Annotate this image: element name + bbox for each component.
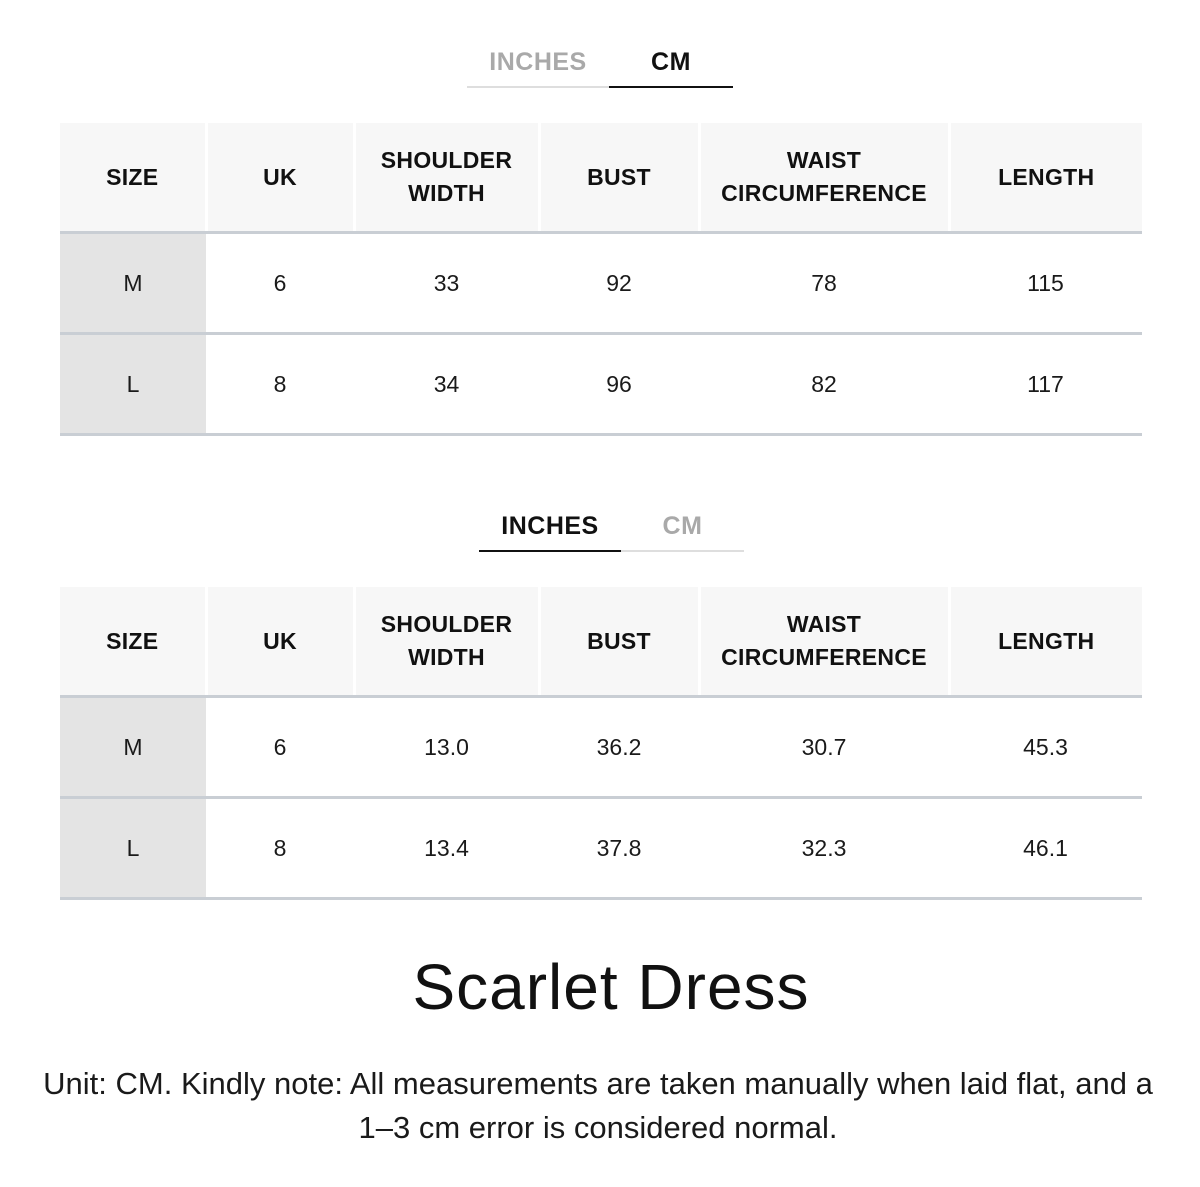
- cell-shoulder: 13.4: [354, 798, 539, 899]
- tab-cm[interactable]: CM: [609, 40, 733, 88]
- cell-shoulder: 33: [354, 233, 539, 334]
- cell-waist: 78: [699, 233, 949, 334]
- table-row: [60, 233, 1142, 334]
- cell-length: 117: [949, 334, 1142, 435]
- cell-size: M: [60, 697, 206, 798]
- product-title: Scarlet Dress: [412, 951, 810, 1023]
- cell-shoulder: 13.0: [354, 697, 539, 798]
- table-header-row: [60, 123, 1142, 233]
- tab-cm[interactable]: CM: [621, 504, 744, 552]
- header-size: SIZE: [60, 123, 206, 233]
- table-row: [60, 798, 1142, 899]
- cell-bust: 37.8: [539, 798, 699, 899]
- header-waist-line1: WAIST: [786, 611, 862, 637]
- tab-inches[interactable]: INCHES: [467, 40, 609, 88]
- header-shoulder-width: [354, 587, 539, 697]
- table-row: [60, 334, 1142, 435]
- header-length: LENGTH: [949, 123, 1142, 233]
- unit-tabs-cm-table: [467, 40, 733, 88]
- cell-size: L: [60, 334, 206, 435]
- header-uk: UK: [206, 123, 354, 233]
- table-header-row: [60, 587, 1142, 697]
- header-bust: BUST: [539, 123, 699, 233]
- unit-tabs-inches-table: [479, 504, 744, 552]
- tab-inches[interactable]: INCHES: [479, 504, 621, 552]
- cell-bust: 36.2: [539, 697, 699, 798]
- cell-waist: 32.3: [699, 798, 949, 899]
- cell-waist: 82: [699, 334, 949, 435]
- header-uk: UK: [206, 587, 354, 697]
- cell-bust: 92: [539, 233, 699, 334]
- header-length: LENGTH: [949, 587, 1142, 697]
- cell-shoulder: 34: [354, 334, 539, 435]
- measurement-note: Unit: CM. Kindly note: All measurements are taken manually when laid flat, and a 1–3 cm error is considered normal.: [43, 1066, 1153, 1145]
- header-waist-circumference: [699, 123, 949, 233]
- size-table-cm: [60, 123, 1142, 436]
- cell-waist: 30.7: [699, 697, 949, 798]
- cell-uk: 8: [206, 334, 354, 435]
- header-size: SIZE: [60, 587, 206, 697]
- cell-length: 45.3: [949, 697, 1142, 798]
- cell-uk: 6: [206, 233, 354, 334]
- cell-uk: 8: [206, 798, 354, 899]
- header-shoulder-line1: SHOULDER: [380, 147, 513, 173]
- header-shoulder-line2: WIDTH: [408, 644, 485, 670]
- cell-bust: 96: [539, 334, 699, 435]
- cell-size: M: [60, 233, 206, 334]
- table-row: [60, 697, 1142, 798]
- header-shoulder-line2: WIDTH: [408, 180, 485, 206]
- cell-size: L: [60, 798, 206, 899]
- size-table-inches: [60, 587, 1142, 900]
- header-shoulder-line1: SHOULDER: [380, 611, 513, 637]
- header-waist-circumference: [699, 587, 949, 697]
- cell-length: 46.1: [949, 798, 1142, 899]
- cell-length: 115: [949, 233, 1142, 334]
- header-waist-line2: CIRCUMFERENCE: [721, 180, 927, 206]
- cell-uk: 6: [206, 697, 354, 798]
- header-shoulder-width: [354, 123, 539, 233]
- header-bust: BUST: [539, 587, 699, 697]
- header-waist-line1: WAIST: [786, 147, 862, 173]
- header-waist-line2: CIRCUMFERENCE: [721, 644, 927, 670]
